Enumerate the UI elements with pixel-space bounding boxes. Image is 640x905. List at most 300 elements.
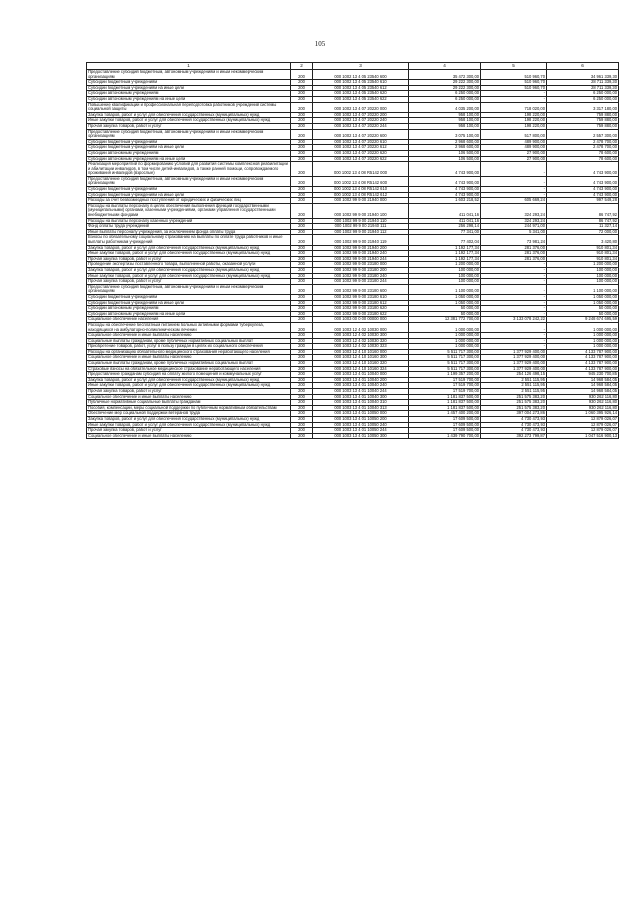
row-approved-amount: 29 222 300,00 bbox=[409, 80, 481, 86]
row-executed-amount: 251 575 383,20 bbox=[481, 394, 547, 400]
table-row bbox=[87, 162, 619, 177]
row-remaining-amount: 12 879 026,07 bbox=[547, 428, 619, 434]
row-budget-code: 000 1003 12 4 02 10030 323 bbox=[313, 344, 409, 350]
row-approved-amount: 106 500,00 bbox=[409, 156, 481, 162]
row-name: Прочая закупка товаров, работ и услуг bbox=[87, 123, 291, 129]
row-line-code: 200 bbox=[291, 400, 313, 406]
row-name: Закупка товаров, работ и услуг для обеспечения государственных (муниципальных) нужд bbox=[87, 377, 291, 383]
row-budget-code: 000 1002 13 4 07 20220 000 bbox=[313, 102, 409, 112]
row-name: Социальное обеспечение и иные выплаты населению bbox=[87, 433, 291, 439]
row-budget-code: 000 1002 13 4 07 20220 244 bbox=[313, 123, 409, 129]
row-budget-code: 000 1002 13 4 07 20220 610 bbox=[313, 139, 409, 145]
row-remaining-amount: 50 000,00 bbox=[547, 306, 619, 312]
row-executed-amount: 718 020,00 bbox=[481, 102, 547, 112]
row-name: Предоставление субсидий бюджетным, автономным учреждениям и иным некоммерческим организациям bbox=[87, 129, 291, 139]
table-row bbox=[87, 145, 619, 151]
row-budget-code: 000 1003 13 4 01 10040 200 bbox=[313, 377, 409, 383]
row-budget-code: 000 1003 13 4 01 10040 244 bbox=[313, 389, 409, 395]
row-executed-amount: 324 293,24 bbox=[481, 218, 547, 224]
row-approved-amount: 1 000 000,00 bbox=[409, 333, 481, 339]
row-remaining-amount: 2 557 300,00 bbox=[547, 129, 619, 139]
row-executed-amount: - bbox=[481, 311, 547, 317]
row-line-code: 200 bbox=[291, 218, 313, 224]
row-name: Субсидии бюджетным учреждениям на иные цели bbox=[87, 192, 291, 198]
row-approved-amount: 50 000,00 bbox=[409, 311, 481, 317]
row-remaining-amount: 1 100 000,00 bbox=[547, 284, 619, 294]
row-budget-code: 000 1003 13 4 01 10050 300 bbox=[313, 433, 409, 439]
row-remaining-amount: 12 879 026,07 bbox=[547, 417, 619, 423]
row-approved-amount: 1 181 837 500,00 bbox=[409, 400, 481, 406]
row-executed-amount: - bbox=[481, 187, 547, 193]
row-line-code: 200 bbox=[291, 156, 313, 162]
row-budget-code: 000 1003 13 4 01 10050 244 bbox=[313, 428, 409, 434]
row-budget-code: 000 1002 13 4 05 23540 612 bbox=[313, 85, 409, 91]
row-name: Прочая закупка товаров, работ и услуг bbox=[87, 279, 291, 285]
row-executed-amount: 510 960,70 bbox=[481, 70, 547, 80]
row-executed-amount: 324 293,24 bbox=[481, 203, 547, 218]
row-budget-code: 000 1003 12 4 02 10030 000 bbox=[313, 322, 409, 332]
row-executed-amount: 254 126 498,15 bbox=[481, 372, 547, 378]
row-remaining-amount: 14 968 584,05 bbox=[547, 383, 619, 389]
row-line-code: 200 bbox=[291, 235, 313, 245]
row-name: Закупка товаров, работ и услуг для обеспечения государственных (муниципальных) нужд bbox=[87, 417, 291, 423]
row-remaining-amount: 4 133 787 900,00 bbox=[547, 355, 619, 361]
row-remaining-amount: 28 711 339,30 bbox=[547, 80, 619, 86]
row-executed-amount: 1 377 929 400,00 bbox=[481, 366, 547, 372]
row-executed-amount: 5 341,00 bbox=[481, 229, 547, 235]
row-name: Взносы по обязательному социальному страхованию на выплаты по оплате труда работников и иные выплаты работникам учреждений bbox=[87, 235, 291, 245]
row-name: Обеспечение мер социальной поддержки ветеранов труда bbox=[87, 411, 291, 417]
row-name: Повышение квалификации и профессиональная переподготовка работников учреждений системы социальной защиты bbox=[87, 102, 291, 112]
row-line-code: 200 bbox=[291, 102, 313, 112]
row-name: Субсидии бюджетным учреждениям bbox=[87, 294, 291, 300]
row-budget-code: 000 1002 99 9 00 23180 000 bbox=[313, 262, 409, 268]
row-approved-amount: 4 743 900,00 bbox=[409, 192, 481, 198]
row-name: Субсидии бюджетным учреждениям на иные цели bbox=[87, 145, 291, 151]
row-line-code: 200 bbox=[291, 333, 313, 339]
table-row bbox=[87, 322, 619, 332]
row-name: Закупка товаров, работ и услуг для обеспечения государственных (муниципальных) нужд bbox=[87, 245, 291, 251]
row-approved-amount: 77 341,00 bbox=[409, 229, 481, 235]
row-line-code: 200 bbox=[291, 139, 313, 145]
row-approved-amount: 958 100,00 bbox=[409, 123, 481, 129]
row-line-code: 200 bbox=[291, 355, 313, 361]
row-line-code: 200 bbox=[291, 311, 313, 317]
row-line-code: 200 bbox=[291, 377, 313, 383]
row-line-code: 200 bbox=[291, 224, 313, 230]
row-executed-amount: - bbox=[481, 162, 547, 177]
row-budget-code: 000 1002 13 4 05 23540 600 bbox=[313, 70, 409, 80]
row-budget-code: 000 1002 99 9 00 23180 620 bbox=[313, 306, 409, 312]
row-name: Пособия, компенсации, меры социальной поддержки по публичным нормативным обязательствам bbox=[87, 405, 291, 411]
table-row bbox=[87, 102, 619, 112]
header-col-4: 4 bbox=[409, 63, 481, 70]
row-name: Расходы на организацию обязательного медицинского страхования неработающего населения bbox=[87, 349, 291, 355]
row-budget-code: 000 1002 13 4 08 R5142 000 bbox=[313, 162, 409, 177]
row-line-code: 200 bbox=[291, 422, 313, 428]
row-budget-code: 000 1002 99 9 00 21940 000 bbox=[313, 198, 409, 204]
row-remaining-amount: 12 879 026,07 bbox=[547, 422, 619, 428]
row-name: Субсидии автономным учреждениям bbox=[87, 91, 291, 97]
row-budget-code: 000 1002 99 9 00 23180 612 bbox=[313, 300, 409, 306]
row-name: Предоставление субсидий бюджетным, автономным учреждениям и иным некоммерческим организациям bbox=[87, 176, 291, 186]
row-approved-amount: 958 100,00 bbox=[409, 112, 481, 118]
row-executed-amount: 251 575 383,20 bbox=[481, 405, 547, 411]
row-budget-code: 000 1002 13 4 05 23540 610 bbox=[313, 80, 409, 86]
row-executed-amount: 198 220,00 bbox=[481, 112, 547, 118]
row-budget-code: 000 1002 13 4 07 20220 612 bbox=[313, 145, 409, 151]
row-budget-code: 000 1003 12 4 10 10160 320 bbox=[313, 361, 409, 367]
table-row bbox=[87, 417, 619, 423]
row-remaining-amount: 4 743 900,00 bbox=[547, 176, 619, 186]
row-name: Расходы на обеспечение бесплатным питанием больных активными формами туберкулеза, находящихся на амбулаторно-поликлиническом лечении bbox=[87, 322, 291, 332]
row-executed-amount: 198 220,00 bbox=[481, 118, 547, 124]
table-row bbox=[87, 85, 619, 91]
row-approved-amount: 6 250 000,00 bbox=[409, 91, 481, 97]
row-remaining-amount: 50 000,00 bbox=[547, 311, 619, 317]
row-remaining-amount: 4 133 787 900,00 bbox=[547, 366, 619, 372]
row-approved-amount: 100 000,00 bbox=[409, 273, 481, 279]
row-line-code: 200 bbox=[291, 306, 313, 312]
header-col-3: 3 bbox=[313, 63, 409, 70]
row-line-code: 200 bbox=[291, 383, 313, 389]
row-remaining-amount: 4 743 900,00 bbox=[547, 187, 619, 193]
table-row bbox=[87, 411, 619, 417]
row-remaining-amount: 759 880,00 bbox=[547, 123, 619, 129]
row-budget-code: 000 1003 12 4 10 10160 000 bbox=[313, 349, 409, 355]
row-budget-code: 000 1002 99 9 00 23180 600 bbox=[313, 284, 409, 294]
row-executed-amount: - bbox=[481, 322, 547, 332]
row-budget-code: 000 1003 12 4 10 10160 324 bbox=[313, 366, 409, 372]
row-executed-amount: - bbox=[481, 96, 547, 102]
row-approved-amount: 17 519 700,00 bbox=[409, 377, 481, 383]
row-approved-amount: 12 381 772 700,00 bbox=[409, 317, 481, 323]
row-approved-amount: 3 075 100,00 bbox=[409, 129, 481, 139]
row-executed-amount: 2 551 115,95 bbox=[481, 389, 547, 395]
row-line-code: 200 bbox=[291, 294, 313, 300]
row-budget-code: 000 1002 99 9 00 21940 119 bbox=[313, 235, 409, 245]
row-executed-amount: 517 800,00 bbox=[481, 129, 547, 139]
row-executed-amount: 1 377 929 400,00 bbox=[481, 361, 547, 367]
row-remaining-amount: 759 880,00 bbox=[547, 112, 619, 118]
header-col-5: 5 bbox=[481, 63, 547, 70]
row-remaining-amount: 100 000,00 bbox=[547, 273, 619, 279]
table-row bbox=[87, 361, 619, 367]
row-line-code: 200 bbox=[291, 123, 313, 129]
row-budget-code: 000 1002 99 9 00 21940 200 bbox=[313, 245, 409, 251]
row-line-code: 200 bbox=[291, 322, 313, 332]
row-approved-amount: 100 000,00 bbox=[409, 279, 481, 285]
row-executed-amount: 281 376,00 bbox=[481, 256, 547, 262]
row-budget-code: 000 1002 13 4 07 20220 600 bbox=[313, 129, 409, 139]
row-name: Закупка товаров, работ и услуг для обеспечения государственных (муниципальных) нужд bbox=[87, 112, 291, 118]
row-line-code: 200 bbox=[291, 112, 313, 118]
row-executed-amount: - bbox=[481, 300, 547, 306]
row-approved-amount: 5 511 717 300,00 bbox=[409, 361, 481, 367]
row-approved-amount: 2 968 600,00 bbox=[409, 139, 481, 145]
row-approved-amount: 77 402,04 bbox=[409, 235, 481, 245]
table-row bbox=[87, 366, 619, 372]
row-remaining-amount: 4 743 900,00 bbox=[547, 192, 619, 198]
row-name: Фонд оплаты труда учреждений bbox=[87, 224, 291, 230]
row-approved-amount: 1 192 177,34 bbox=[409, 256, 481, 262]
row-remaining-amount: 1 060 395 926,14 bbox=[547, 411, 619, 417]
row-budget-code: 000 1002 13 4 07 20220 620 bbox=[313, 150, 409, 156]
row-budget-code: 000 1003 13 4 01 10040 310 bbox=[313, 400, 409, 406]
row-line-code: 200 bbox=[291, 372, 313, 378]
row-remaining-amount: 2 478 700,00 bbox=[547, 145, 619, 151]
row-executed-amount: 4 730 473,93 bbox=[481, 428, 547, 434]
row-name: Социальные выплаты гражданам, кроме публичных нормативных социальных выплат bbox=[87, 361, 291, 367]
row-remaining-amount: 1 200 000,00 bbox=[547, 262, 619, 268]
row-approved-amount: 17 609 500,00 bbox=[409, 428, 481, 434]
table-row bbox=[87, 349, 619, 355]
row-executed-amount: - bbox=[481, 344, 547, 350]
row-executed-amount: - bbox=[481, 279, 547, 285]
row-name: Субсидии автономным учреждениям на иные цели bbox=[87, 156, 291, 162]
row-remaining-amount: 86 747,92 bbox=[547, 203, 619, 218]
row-name: Предоставление субсидий бюджетным, автономным учреждениям и иным некоммерческим организациям bbox=[87, 70, 291, 80]
row-budget-code: 000 1002 99 9 00 21940 110 bbox=[313, 218, 409, 224]
row-remaining-amount: 945 230 700,85 bbox=[547, 372, 619, 378]
row-name: Субсидии бюджетным учреждениям bbox=[87, 187, 291, 193]
row-approved-amount: 1 181 837 500,00 bbox=[409, 405, 481, 411]
row-line-code: 200 bbox=[291, 267, 313, 273]
row-remaining-amount: 78 600,00 bbox=[547, 150, 619, 156]
row-budget-code: 000 1002 13 4 07 20220 240 bbox=[313, 118, 409, 124]
row-remaining-amount: 4 133 787 900,00 bbox=[547, 349, 619, 355]
row-name: Иные закупки товаров, работ и услуг для обеспечения государственных (муниципальных) нужд bbox=[87, 251, 291, 257]
table-row bbox=[87, 422, 619, 428]
row-name: Субсидии бюджетным учреждениям bbox=[87, 80, 291, 86]
header-col-6: 6 bbox=[547, 63, 619, 70]
row-name: Прочая закупка товаров, работ и услуг bbox=[87, 256, 291, 262]
row-executed-amount: - bbox=[481, 176, 547, 186]
row-executed-amount: - bbox=[481, 338, 547, 344]
row-name: Публичные нормативные социальные выплаты гражданам bbox=[87, 400, 291, 406]
row-executed-amount: 1 377 929 400,00 bbox=[481, 349, 547, 355]
row-approved-amount: 106 500,00 bbox=[409, 150, 481, 156]
row-name: Субсидии бюджетным учреждениям на иные цели bbox=[87, 300, 291, 306]
row-budget-code: 000 1002 13 4 08 R5142 600 bbox=[313, 176, 409, 186]
budget-table bbox=[86, 62, 619, 439]
row-name: Социальное обеспечение и иные выплаты населению bbox=[87, 355, 291, 361]
row-name: Прочая закупка товаров, работ и услуг bbox=[87, 389, 291, 395]
table-row bbox=[87, 198, 619, 204]
row-executed-amount: 510 960,70 bbox=[481, 85, 547, 91]
row-remaining-amount: 4 133 787 900,00 bbox=[547, 361, 619, 367]
table-row bbox=[87, 118, 619, 124]
row-remaining-amount: 930 262 116,80 bbox=[547, 405, 619, 411]
row-line-code: 200 bbox=[291, 251, 313, 257]
row-remaining-amount: 4 743 900,00 bbox=[547, 162, 619, 177]
row-executed-amount: 27 900,00 bbox=[481, 150, 547, 156]
row-approved-amount: 411 041,16 bbox=[409, 203, 481, 218]
row-remaining-amount: 910 801,34 bbox=[547, 251, 619, 257]
row-line-code: 200 bbox=[291, 145, 313, 151]
table-row bbox=[87, 176, 619, 186]
row-budget-code: 000 1002 13 4 07 20220 200 bbox=[313, 112, 409, 118]
row-line-code: 200 bbox=[291, 256, 313, 262]
row-remaining-amount: 11 327,14 bbox=[547, 224, 619, 230]
row-executed-amount: 489 900,00 bbox=[481, 145, 547, 151]
row-line-code: 200 bbox=[291, 118, 313, 124]
row-name: Социальное обеспечение населения bbox=[87, 317, 291, 323]
row-executed-amount: 1 377 929 400,00 bbox=[481, 355, 547, 361]
row-approved-amount: 1 000 000,00 bbox=[409, 344, 481, 350]
row-executed-amount: - bbox=[481, 262, 547, 268]
row-line-code: 200 bbox=[291, 85, 313, 91]
row-approved-amount: 100 000,00 bbox=[409, 267, 481, 273]
row-line-code: 200 bbox=[291, 279, 313, 285]
row-executed-amount: 4 730 473,93 bbox=[481, 417, 547, 423]
row-remaining-amount: 28 711 339,30 bbox=[547, 85, 619, 91]
row-line-code: 200 bbox=[291, 284, 313, 294]
row-line-code: 200 bbox=[291, 417, 313, 423]
table-row bbox=[87, 218, 619, 224]
row-executed-amount: - bbox=[481, 333, 547, 339]
table-row bbox=[87, 203, 619, 218]
table-row bbox=[87, 229, 619, 235]
row-approved-amount: 17 609 500,00 bbox=[409, 417, 481, 423]
row-approved-amount: 1 439 790 700,00 bbox=[409, 433, 481, 439]
table-row bbox=[87, 355, 619, 361]
table-row bbox=[87, 377, 619, 383]
row-name: Расходы на выплаты персоналу казенных учреждений bbox=[87, 218, 291, 224]
row-remaining-amount: 910 801,34 bbox=[547, 245, 619, 251]
row-approved-amount: 29 222 300,00 bbox=[409, 85, 481, 91]
row-executed-amount: 281 376,00 bbox=[481, 245, 547, 251]
row-line-code: 200 bbox=[291, 198, 313, 204]
row-remaining-amount: 759 880,00 bbox=[547, 118, 619, 124]
row-executed-amount: 2 551 115,95 bbox=[481, 383, 547, 389]
row-line-code: 200 bbox=[291, 349, 313, 355]
row-name: Реализация мероприятий по формированию условий для развития системы комплексной реабилитации и абилитации инвалидов, в том числе детей-инвалидов, а также ранней помощи, сопровождаемого проживания инвалидов (взрослые) bbox=[87, 162, 291, 177]
row-name: Субсидии автономным учреждениям bbox=[87, 150, 291, 156]
row-budget-code: 000 1002 99 9 00 21940 111 bbox=[313, 224, 409, 230]
row-budget-code: 000 1002 99 9 00 21940 244 bbox=[313, 256, 409, 262]
row-remaining-amount: 3 420,80 bbox=[547, 235, 619, 245]
row-budget-code: 000 1003 13 4 01 10040 313 bbox=[313, 405, 409, 411]
row-name: Социальное обеспечение и иные выплаты населению bbox=[87, 333, 291, 339]
row-remaining-amount: 910 801,34 bbox=[547, 256, 619, 262]
row-executed-amount: 4 730 473,93 bbox=[481, 422, 547, 428]
row-name: Иные выплаты персоналу учреждений, за исключением фонда оплаты труда bbox=[87, 229, 291, 235]
row-approved-amount: 35 472 300,00 bbox=[409, 70, 481, 80]
row-budget-code: 000 1002 99 9 00 21940 100 bbox=[313, 203, 409, 218]
row-budget-code: 000 1003 12 4 02 10030 300 bbox=[313, 333, 409, 339]
row-budget-code: 000 1003 13 4 01 10050 200 bbox=[313, 417, 409, 423]
row-line-code: 200 bbox=[291, 203, 313, 218]
row-executed-amount: 198 220,00 bbox=[481, 123, 547, 129]
row-line-code: 200 bbox=[291, 187, 313, 193]
row-line-code: 200 bbox=[291, 70, 313, 80]
row-line-code: 200 bbox=[291, 80, 313, 86]
row-approved-amount: 17 609 500,00 bbox=[409, 422, 481, 428]
row-budget-code: 000 1002 99 9 00 23180 240 bbox=[313, 273, 409, 279]
row-line-code: 200 bbox=[291, 300, 313, 306]
row-line-code: 200 bbox=[291, 411, 313, 417]
page-number: 105 bbox=[314, 40, 326, 48]
row-approved-amount: 4 743 900,00 bbox=[409, 187, 481, 193]
row-name: Иные закупки товаров, работ и услуг для обеспечения государственных (муниципальных) нужд bbox=[87, 383, 291, 389]
row-line-code: 200 bbox=[291, 176, 313, 186]
row-line-code: 200 bbox=[291, 428, 313, 434]
row-remaining-amount: 78 600,00 bbox=[547, 156, 619, 162]
row-remaining-amount: 1 047 516 900,13 bbox=[547, 433, 619, 439]
row-line-code: 200 bbox=[291, 344, 313, 350]
row-executed-amount: 2 551 115,95 bbox=[481, 377, 547, 383]
table-row bbox=[87, 245, 619, 251]
row-name: Субсидии бюджетным учреждениям bbox=[87, 139, 291, 145]
row-executed-amount: - bbox=[481, 192, 547, 198]
row-line-code: 200 bbox=[291, 361, 313, 367]
row-budget-code: 000 1003 13 4 01 10050 000 bbox=[313, 411, 409, 417]
row-budget-code: 000 1003 13 4 01 10050 240 bbox=[313, 422, 409, 428]
table-row bbox=[87, 112, 619, 118]
row-line-code: 200 bbox=[291, 150, 313, 156]
row-name: Социальные выплаты гражданам, кроме публичных нормативных социальных выплат bbox=[87, 338, 291, 344]
row-approved-amount: 4 035 200,00 bbox=[409, 102, 481, 112]
row-name: Субсидии автономным учреждениям на иные цели bbox=[87, 311, 291, 317]
row-approved-amount: 5 511 717 300,00 bbox=[409, 366, 481, 372]
table-row bbox=[87, 394, 619, 400]
row-name: Приобретение товаров, работ, услуг в пользу граждан в целях их социального обеспечения bbox=[87, 344, 291, 350]
table-row bbox=[87, 284, 619, 294]
table-row bbox=[87, 400, 619, 406]
row-approved-amount: 256 298,14 bbox=[409, 224, 481, 230]
row-line-code: 200 bbox=[291, 273, 313, 279]
row-executed-amount: 281 376,00 bbox=[481, 251, 547, 257]
row-remaining-amount: 14 968 584,05 bbox=[547, 389, 619, 395]
row-approved-amount: 1 050 000,00 bbox=[409, 294, 481, 300]
row-name: Иные закупки товаров, работ и услуг для обеспечения государственных (муниципальных) нужд bbox=[87, 118, 291, 124]
row-executed-amount: - bbox=[481, 306, 547, 312]
row-name: Прочая закупка товаров, работ и услуг bbox=[87, 428, 291, 434]
row-executed-amount: - bbox=[481, 294, 547, 300]
table-row bbox=[87, 251, 619, 257]
table-body bbox=[87, 70, 619, 439]
row-approved-amount: 1 457 400 200,00 bbox=[409, 411, 481, 417]
table-row bbox=[87, 372, 619, 378]
row-approved-amount: 1 192 177,34 bbox=[409, 251, 481, 257]
row-budget-code: 000 1002 13 4 07 20220 622 bbox=[313, 156, 409, 162]
row-executed-amount: - bbox=[481, 273, 547, 279]
row-executed-amount: 27 900,00 bbox=[481, 156, 547, 162]
row-budget-code: 000 1003 13 4 01 10040 000 bbox=[313, 372, 409, 378]
row-budget-code: 000 1003 12 4 02 10030 320 bbox=[313, 338, 409, 344]
row-line-code: 200 bbox=[291, 245, 313, 251]
row-approved-amount: 1 192 177,34 bbox=[409, 245, 481, 251]
row-name: Иные закупки товаров, работ и услуг для обеспечения государственных (муниципальных) нужд bbox=[87, 422, 291, 428]
row-remaining-amount: 6 250 000,00 bbox=[547, 96, 619, 102]
row-line-code: 200 bbox=[291, 262, 313, 268]
row-line-code: 200 bbox=[291, 129, 313, 139]
row-approved-amount: 1 199 357 200,00 bbox=[409, 372, 481, 378]
row-name: Иные закупки товаров, работ и услуг для обеспечения государственных (муниципальных) нужд bbox=[87, 273, 291, 279]
row-remaining-amount: 1 000 000,00 bbox=[547, 338, 619, 344]
row-approved-amount: 411 041,16 bbox=[409, 218, 481, 224]
row-budget-code: 000 1002 99 9 00 23180 200 bbox=[313, 267, 409, 273]
row-executed-amount: 392 273 799,87 bbox=[481, 433, 547, 439]
row-budget-code: 000 1002 99 9 00 21940 240 bbox=[313, 251, 409, 257]
row-remaining-amount: 1 000 000,00 bbox=[547, 322, 619, 332]
row-budget-code: 000 1002 13 4 05 23540 622 bbox=[313, 96, 409, 102]
row-executed-amount: 397 004 273,86 bbox=[481, 411, 547, 417]
row-approved-amount: 4 743 900,00 bbox=[409, 176, 481, 186]
row-budget-code: 000 1003 13 4 01 10040 240 bbox=[313, 383, 409, 389]
row-remaining-amount: 930 262 116,80 bbox=[547, 400, 619, 406]
